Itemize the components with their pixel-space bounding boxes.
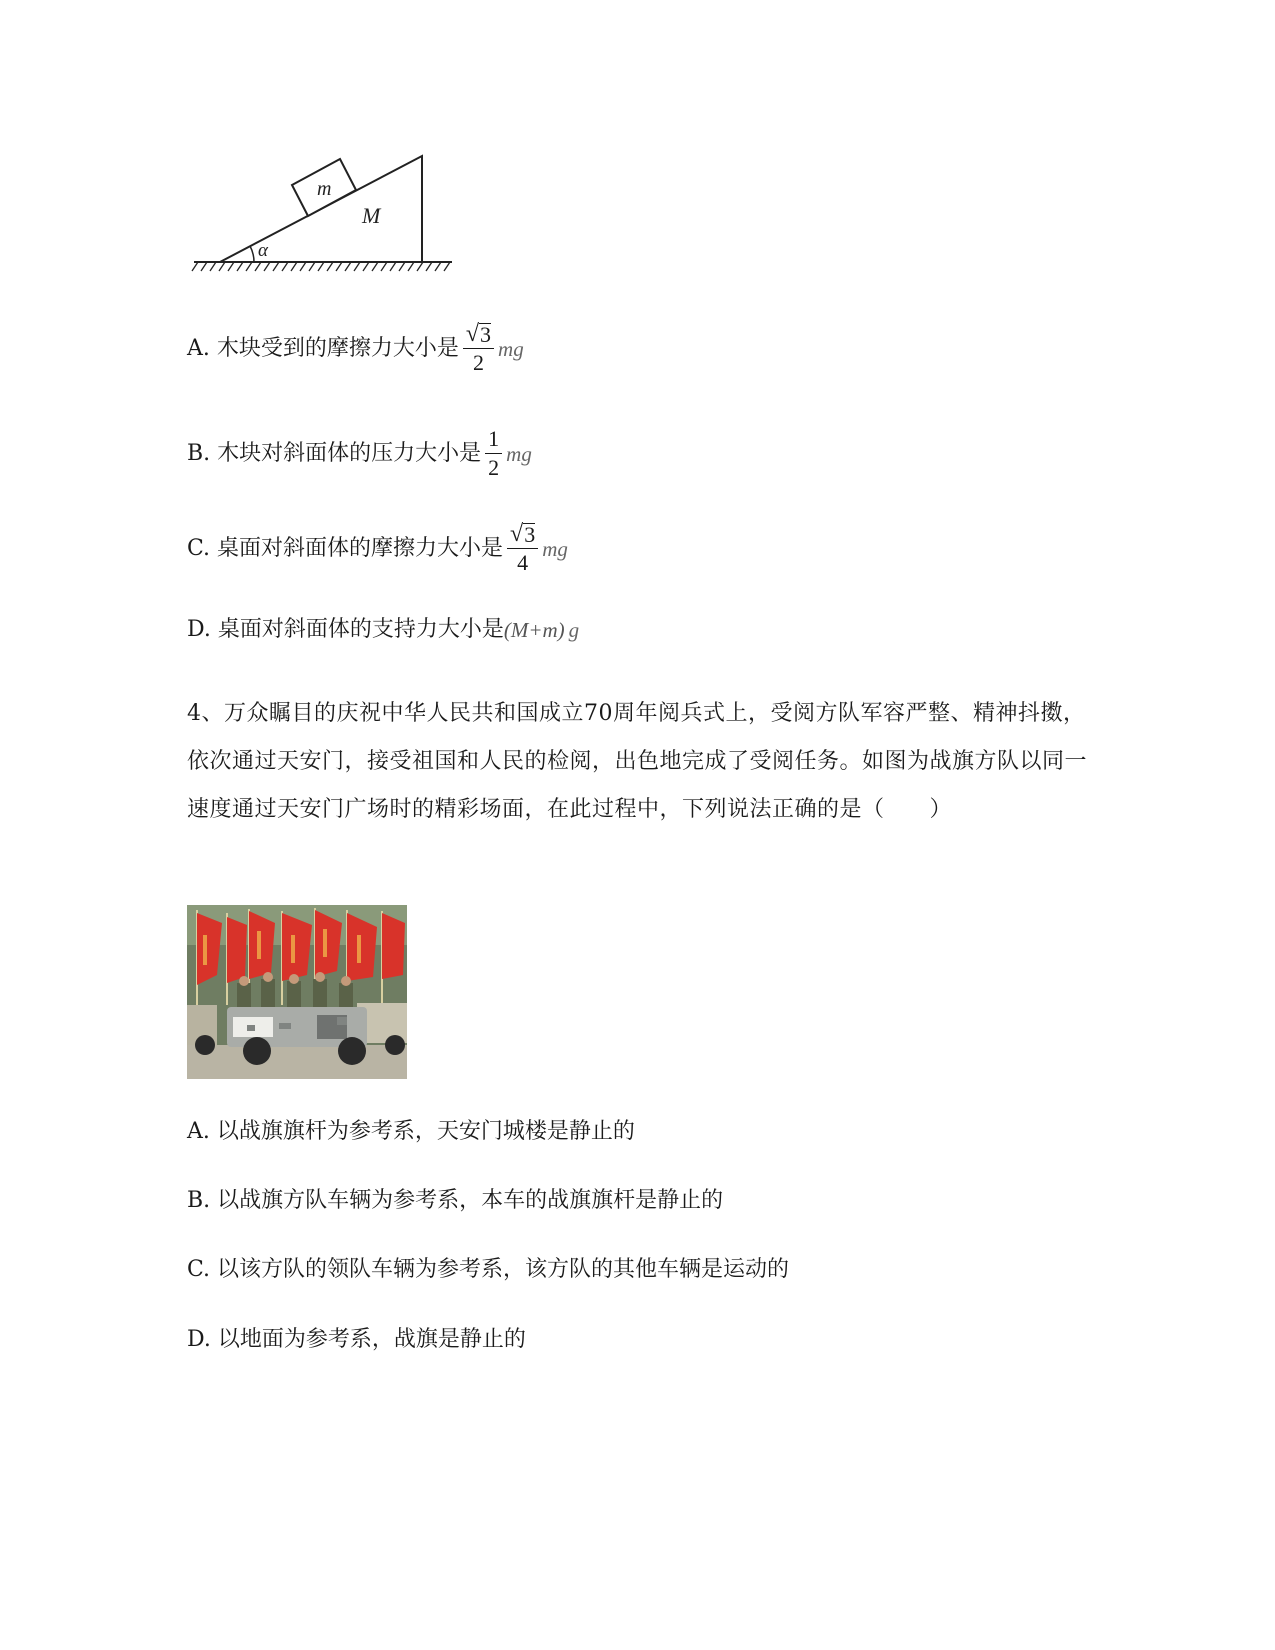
q3-option-c bbox=[187, 522, 568, 575]
angle-label: α bbox=[258, 240, 268, 261]
numerator: 1 bbox=[485, 427, 502, 454]
fraction bbox=[485, 427, 502, 480]
q3-option-d bbox=[187, 615, 579, 645]
q3-option-c-suffix: mg bbox=[542, 536, 568, 561]
block-label: m bbox=[317, 178, 332, 200]
q3-option-b-text: B. 木块对斜面体的压力大小是 bbox=[187, 440, 482, 466]
q3-option-a-text: A. 木块受到的摩擦力大小是 bbox=[187, 335, 459, 361]
denominator: 4 bbox=[517, 550, 529, 575]
q3-option-d-expr: (M+m) bbox=[503, 618, 565, 642]
radicand: 3 bbox=[480, 322, 492, 347]
q4-option-d: D. 以地面为参考系，战旗是静止的 bbox=[187, 1327, 526, 1352]
q4-option-b: B. 以战旗方队车辆为参考系，本车的战旗旗杆是静止的 bbox=[187, 1188, 724, 1213]
fraction: √ 3 4 bbox=[507, 522, 538, 575]
denominator: 2 bbox=[488, 455, 500, 480]
q3-option-a-suffix: mg bbox=[498, 336, 524, 361]
question-4-stem: 4、万众瞩目的庆祝中华人民共和国成立70周年阅兵式上，受阅方队军容严整、精神抖擞，依次通过天安门，接受祖国和人民的检阅，出色地完成了受阅任务。如图为战旗方队以同一速度通过天安门广场时的精彩场面，在此过程中，下列说法正确的是（ ） bbox=[187, 701, 1088, 822]
q3-option-d-text: D. 桌面对斜面体的支持力大小是 bbox=[187, 617, 504, 642]
q3-option-a bbox=[187, 322, 524, 375]
radicand: 3 bbox=[524, 522, 536, 547]
q3-option-b-suffix: mg bbox=[506, 441, 532, 466]
q4-option-a: A. 以战旗旗杆为参考系，天安门城楼是静止的 bbox=[187, 1119, 635, 1144]
q4-option-c: C. 以该方队的领队车辆为参考系，该方队的其他车辆是运动的 bbox=[187, 1257, 790, 1282]
fraction: √ 3 2 bbox=[463, 322, 494, 375]
ground-hatching bbox=[192, 262, 450, 271]
angle-arc bbox=[250, 246, 254, 262]
parade-flag-convoy-image bbox=[187, 905, 407, 1079]
incline-diagram bbox=[190, 150, 460, 275]
q3-option-b bbox=[187, 427, 532, 480]
q3-option-d-suffix: g bbox=[568, 618, 580, 642]
denominator: 2 bbox=[472, 350, 484, 375]
q3-option-c-text: C. 桌面对斜面体的摩擦力大小是 bbox=[187, 535, 504, 561]
incline-label: M bbox=[362, 203, 381, 228]
